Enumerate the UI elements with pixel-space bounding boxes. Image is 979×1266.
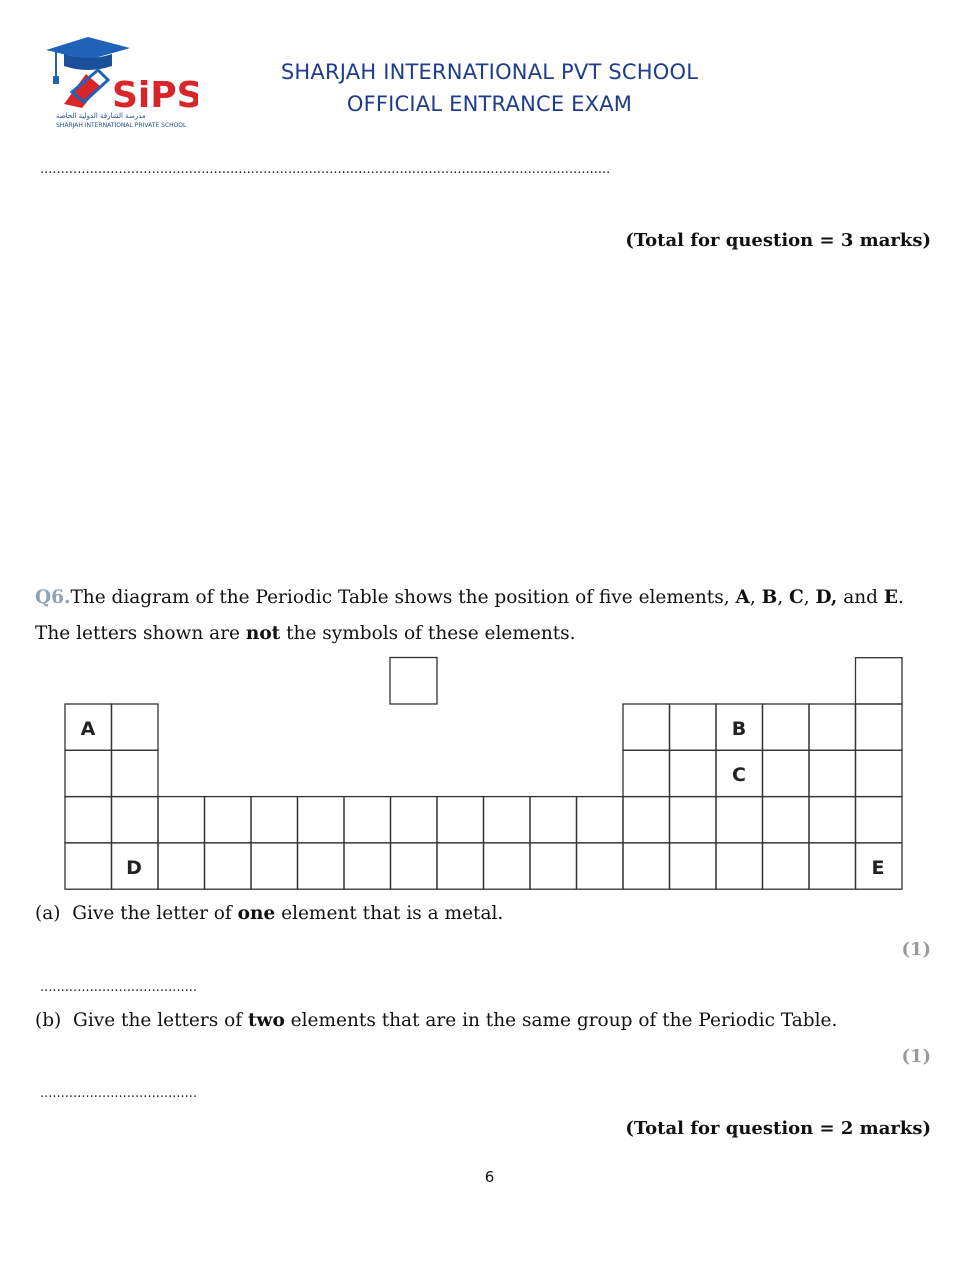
- table-cell: [623, 797, 670, 843]
- question-6-total: (Total for question = 2 marks): [625, 1118, 931, 1139]
- table-cell: [484, 797, 531, 843]
- table-cell: [856, 704, 903, 750]
- table-cell: [251, 797, 298, 843]
- table-cell: [112, 704, 159, 750]
- part-a-marks: (1): [901, 939, 931, 960]
- part-b-question: (b) Give the letters of two elements that are in the same group of the Periodic Table.: [35, 1010, 838, 1031]
- table-cell: [112, 797, 159, 843]
- part-b-marks: (1): [901, 1046, 931, 1067]
- table-cell: [763, 797, 810, 843]
- table-cell: [856, 658, 903, 704]
- element-label-a: A: [80, 718, 96, 740]
- table-cell: [158, 843, 205, 889]
- table-cell: [158, 797, 205, 843]
- table-cell: [623, 843, 670, 889]
- table-cell: [623, 704, 670, 750]
- table-cell: [763, 843, 810, 889]
- table-cell: [65, 843, 112, 889]
- element-label-c: C: [732, 764, 746, 786]
- table-cell: [670, 750, 717, 796]
- table-cell: [298, 843, 345, 889]
- table-cell: [65, 797, 112, 843]
- table-cell: [577, 843, 624, 889]
- table-cell: [856, 750, 903, 796]
- question-total: (Total for question = 3 marks): [625, 230, 931, 251]
- exam-title: OFFICIAL ENTRANCE EXAM: [346, 92, 633, 116]
- table-cell: [65, 750, 112, 796]
- table-cell: [390, 658, 437, 705]
- school-name: SHARJAH INTERNATIONAL PVT SCHOOL: [280, 60, 699, 84]
- table-cell: [298, 797, 345, 843]
- table-cell: [716, 797, 763, 843]
- logo-arabic-text: مدرسة الشارقة الدولية الخاصة: [56, 112, 146, 120]
- table-cell: [809, 704, 856, 750]
- table-cell: [530, 843, 577, 889]
- table-cell: [205, 797, 252, 843]
- table-cell: [670, 704, 717, 750]
- element-label-b: B: [731, 718, 747, 740]
- table-cell: [205, 843, 252, 889]
- table-cell: [856, 797, 903, 843]
- answer-line: ..........................................................................................................................................: [40, 162, 611, 177]
- table-cell: [530, 797, 577, 843]
- logo-wordmark: SiPS: [112, 75, 198, 116]
- table-cell: [484, 843, 531, 889]
- part-b-answer-line: ......................................: [40, 1086, 198, 1101]
- part-a-question: (a) Give the letter of one element that is a metal.: [35, 903, 504, 924]
- table-cell: [809, 750, 856, 796]
- table-cell: [763, 750, 810, 796]
- table-cell: [670, 843, 717, 889]
- table-cell: [344, 843, 391, 889]
- question-number: Q6.: [35, 587, 71, 608]
- logo-english-text: SHARJAH INTERNATIONAL PRIVATE SCHOOL: [56, 122, 187, 129]
- table-cell: [391, 843, 438, 889]
- element-label-d: D: [126, 857, 142, 879]
- table-cell: [623, 750, 670, 796]
- question-6-note: The letters shown are not the symbols of these elements.: [35, 623, 576, 644]
- table-cell: [344, 797, 391, 843]
- table-cell: [577, 797, 624, 843]
- element-label-e: E: [871, 857, 885, 879]
- table-cell: [809, 797, 856, 843]
- part-a-answer-line: ......................................: [40, 980, 198, 995]
- table-cell: [437, 843, 484, 889]
- table-cell: [437, 797, 484, 843]
- table-cell: [391, 797, 438, 843]
- question-6-intro: Q6.The diagram of the Periodic Table shows the position of five elements, A, B, C, D, and E.: [35, 587, 904, 608]
- table-cell: [716, 843, 763, 889]
- page-number: 6: [484, 1168, 495, 1186]
- table-cell: [809, 843, 856, 889]
- table-cell: [763, 704, 810, 750]
- table-cell: [251, 843, 298, 889]
- table-cell: [112, 750, 159, 796]
- table-cell: [670, 797, 717, 843]
